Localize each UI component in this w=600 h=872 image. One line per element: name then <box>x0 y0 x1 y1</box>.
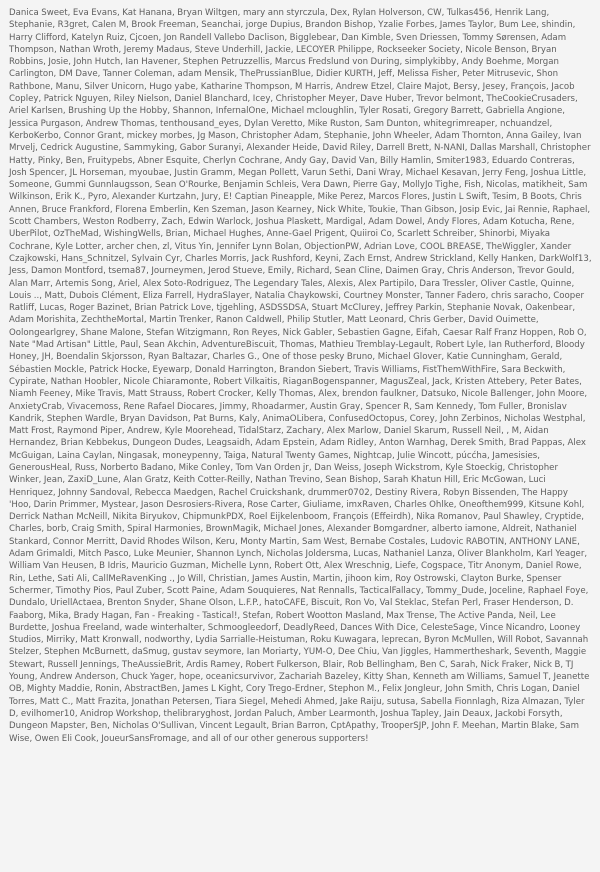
supporters-credits-text: Danica Sweet, Eva Evans, Kat Hanana, Bryan Wiltgen, mary ann styrczula, Dex, Rylan Holverson, CW, Tulkas456, Henrik Lang, Stephanie, R3gret, Calen M, Brook Freeman, Seanchai, jorge Dupius, Brandon Bishop, Yzalie Forbes, James Taylor, Bum Lee, shindin, Harry Clifford, Katelyn Ruiz, Cjcoen, Jon Randell Vallebo Daclison, Bigglebear, Dan Kimble, Sven Driessen, Tommy Sørensen, Adam Thompson, Nathan Wroth, Jeremy Madaus, Steve Underhill, Jackie, LECOYER Philippe, Rockseeker Society, Nicole Benson, Bryan Robbins, Josie, John Hutch, Ian Havener, Stephen Petruzzellis, Marcus Fredslund von During, simplykibby, Andy Boehme, Morgan Carlington, DM Dave, Tanner Coleman, adam Mensik, ThePrussianBlue, Didier KURTH, Jeff, Melissa Fisher, Peter Mitrusevic, Shon Rathbone, Manu, Silver Unicorn, Hugo yabe, Katharine Thompson, M Harris, Andrew Etzel, Claire Majot, Bersy, Jesey, François, Jacob Copley, Patrick Nguyen, Riley Nielson, Daniel Blanchard, Icey, Christopher Meyer, Dave Huber, Trevor belmont, TheCookieCrusaders, Ariel Karlsen, Brushing Up the Hobby, Shannon, InfernalOne, Michael mcloughlin, Tyler Rosati, Gregory Barrett, Gabriella Angione, Jessica Purgason, Andrew Thomas, tenthousand_eyes, Dylan Veretto, Mike Ruston, Sam Dunton, whitegrimreaper, nchuandzel, KerboKerbo, Connor Grant, mickey morbes, Jg Mason, Christopher Adam, Stephanie, John Wheeler, Adam Thornton, Anna Gailey, Ivan Mrvelj, Cedrick Augustine, Sammyking, Gabor Suranyi, Alexander Heide, David Riley, Darrell Brett, N-NANI, Dallas Marshall, Christopher Hatty, Pinky, Ben, Fruitypebs, Abner Esquite, Cherlyn Cochrane, Andy Gay, David Van, Billy Hamlin, Smiter1983, Eduardo Contreras, Josh Spencer, JL Horseman, myoubae, Justin Gramm, Megan Pollett, Varun Sethi, Dani Wray, Michael Kesavan, Jerry Feng, Joshua Little, Someone, Gummi Gunnlaugsson, Sean O'Rourke, Benjamin Schleis, Vera Dawn, Pierre Gay, MollyJo Tighe, Fish, Nicolas, matikheit, Sam Wilkinson, Erik K., Pyro, Alexander Kurtzahn, Jury, E! Captian Pineapple, Mike Perez, Marcos Flores, Justin L Swift, Tesim, B Boots, Chris Annen, Bruce Frankford, Florena Emberlin, Ken Szeman, Jason Kearney, Nick White, Toukie, Than Gibson, Josip Evic, Jai Rennie, Raphael, Scott Chambers, Weston Rodberry, Zach, Edwin Warlock, Joshua Plaskett, Mardigal, Adam Dowel, Andy Flores, Adam Kotucha, Rene, UberPilot, OzTheMad, WishingWells, Brian, Michael Hughes, Anne-Gael Prigent, Quiiroi Co, Scarlett Schreiber, Shinorbi, Miyaka Cochrane, Kyle Lotter, archer chen, zl, Vitus Yin, Jennifer Lynn Bolan, ObjectionPW, Adrian Love, COOL BREASE, TheWiggler, Xander Czajkowski, Hans_Schnitzel, Sylvain Cyr, Charles Morris, Jack Rushford, Keyni, Zach Ernst, Andrew Strickland, Kelly Hanken, DarkWolf13, Jess, Damon Montford, tsema87, Journeymen, Jerod Stueve, Emily, Richard, Sean Cline, Daimen Gray, Chris Anderson, Trevor Gould, Alan Marr, Artemis Song, Ariel, Alex Soto-Rodriguez, The Legendary Tales, Alexis, Alex Partipilo, Dara Tressler, Oliver Castle, Quinne, Louis .., Matt, Dubois Clément, Eliza Farrell, HydraSlayer, Natalia Chaykowski, Courtney Monster, Tanner Fadero, chris saracho, Cooper Ratliff, Lucas, Roger Bazinet, Brian Patrick Love, tjgehling, ASDSSDSA, Stuart McClurey, Jeffrey Parkin, Stephanie Novak, Oakenbear, Adam Morishita, ZechtheMortal, Martin Trenker, Ranon Caldwell, Philip Stutler, Matt Leonard, Chris Gerber, David Ouimette, Oolongearlgrey, Shane Malone, Stefan Witzigmann, Ron Reyes, Nick Gabler, Sebastien Gagne, Eifah, Caesar Ralf Franz Hoppen, Rob O, Nate "Mad Artisan" Little, Paul, Sean Akchin, AdventureBiscuit, Thomas, Mathieu Tremblay-Legault, Robert Lyle, Ian Rutherford, Bloody Honey, JH, Boendalin Skjorsson, Ryan Baltazar, Charles G., One of those pesky Bruno, Michael Glover, Katie Cunningham, Gerald, Sébastien Mockle, Patrick Hocke, Eyewarp, Donald Harrington, Brandon Siebert, Travis Williams, FistThemWithFire, Sara Beckwith, Cypirate, Nathan Hoobler, Nicole Chiaramonte, Robert Vilkaitis, RiaganBogenspanner, MagusZeal, Jack, Kristen Attebery, Peter Bates, Niamh Feeney, Mike Travis, Matt Strauss, Robert Crocker, Kelly Thomas, Alex, brendon faulkner, Datsuko, Nicole Ballenger, John Moore, AnxietyCrab, Vivacemoss, Rene Rafael Diocares, Jimmy, Rhoadarmer, Austin Gray, Spencer R, Sam Kennedy, Tom Fuller, Bronislav Kandrik, Stephen Wardle, Bryan Davidson, Pat Burns, Kaly, AnimaOLibera, ConfusedOctopus, Corey, John Zerbinos, Nicholas Westphal, Matt Frost, Raymond Piper, Andrew, Kyle Moorehead, TidalStarz, Zachary, Alex Marlow, Daniel Skarum, Russell Neil, , M, Aidan Hernandez, Brian Kebbekus, Dungeon Dudes, Leagsaidh, Adam Epstein, Adam Ridley, Anton Warnhag, Derek Smith, Brad Pappas, Alex McGuigan, Laina Caylan, Ningasak, moneypenny, Taiga, Natural Twenty Games, Nightcap, Julie Wincott, púcćha, Jamesisies, GenerousHeal, Russ, Norberto Badano, Mike Conley, Tom Van Orden jr, Dan Weiss, Joseph Wickstrom, Kyle Stoeckig, Christopher Winker, Jean, ZaxiD_Lune, Alan Gratz, Keith Cotter-Reilly, Nathan Trevino, Sean Bishop, Sarah Khatun Hill, Eric McGowan, Luci Henriquez, Johnny Sandoval, Rebecca Maedgen, Rachel Cruickshank, drummer0702, Destiny Rivera, Robyn Bissenden, The Happy 'Hoo, Darin Primmer, Mystear, Jason Desrosiers-Rivera, Rose Carter, Giuliame, imxRaven, Charles Ohlke, Oneofthem999, Kitsune Kohl, Derrick Nathan McNeill, Nikita Biryukov, ChipmunkPDX, Roel Eijkelenboom, François (Effeirdh), Nika Romanov, Paul Shawley, Cryptide, Charles, borb, Craig Smith, Spiral Harmonies, BrownMagik, Michael Jones, Alexander Bomgardner, alberto iamone, Aldreit, Nathaniel Stankard, Connor Merritt, David Rhodes Wilson, Keru, Monty Martin, Sam West, Bernabe Costales, Ludovic RABOTIN, ANTHONY LANE, Adam Grimaldi, Mitch Pasco, Luke Meunier, Shannon Lynch, Nicholas Joldersma, Lucas, Nathaniel Lanza, Oliver Blankholm, Karl Yeager, William Van Heusen, B Idris, Mauricio Guzman, Michelle Lynn, Robert Ott, Alex Wreschnig, Liefe, Cogspace, Titr Anonym, Daniel Rowe, Rin, Lethe, Sati Ali, CallMeRavenKing ., Jo Will, Christian, James Austin, Martin, jihoon kim, Roy Ostrowski, Clayton Burke, Spenser Schermer, Timothy Pios, Paul Zuber, Scott Paine, Adam Souquieres, Nat Rennalls, TacticalFallacy, Tommy_Dude, Joceline, Raphael Foye, Dundalo, UriellActaea, Brenton Snyder, Shane Olson, L.F.P., hatoCAFE, Biscuit, Ron Vo, Val Steklac, Stefan Perl, Fraser Henderson, D. Faaborg, Mika, Brady Hagan, Fan - Freaking - Tastical!, Stefan, Robert Wootton Masland, Max Trense, The Active Panda, Neil, Lee Burdette, Joshua Freeland, wade winterhalter, Schmoogleedorf, DeadlyReed, Dances With Dice, CelesteSage, Vince Nicandro, Looney Studios, Mirriky, Matt Kronwall, nodworthy, Lydia Sarrialle-Heistuman, Roku Kuwagara, leprecan, Byron McMullen, Will Robot, Savannah Stelzer, Stephen McBurnett, daSmug, gustav seymore, Ian Moriarty, YUM-O, Dee Chiu, Van Jiggles, Hammertheshark, Seventh, Maggie Stewart, Russell Jennings, TheAussieBrit, Ardis Ramey, Robert Fulkerson, Blair, Rob Bellingham, Ben C, Sarah, Nick Fraker, Nick B, TJ Young, Andrew Anderson, Chuck Yager, hope, oceanicsurvivor, Zachariah Bazeley, Kitty Shan, Kenneth am Williams, Samuel T, Jeanette OB, Mighty Maddie, Ronin, AbstractBen, James L Kight, Cory Trego-Erdner, Stephon M., Felix Jongleur, John Smith, Chris Logan, Daniel Torres, Matt C., Matt Frazita, Jonathan Petersen, Tiara Siegel, Mehedi Ahmed, Jake Raiju, sutusa, Sabella Fionnlagh, Riza Almazan, Tyler D, evilhomer10, Anidrop Workshop, thelibraryghost, Jordan Paluch, Amber Learmonth, Joshua Tapley, Jain Deaux, Jackobi Forsyth, Dungeon Mapster, Ben, Nicholas O'Sullivan, Vincent Legault, Brian Barron, CptApathy, TrooperSJP, John F. Meehan, Martin Blake, Sam Wise, Owen Eli Cook, JoueurSansFromage, and all of our other generous supporters! <box>9 8 592 744</box>
